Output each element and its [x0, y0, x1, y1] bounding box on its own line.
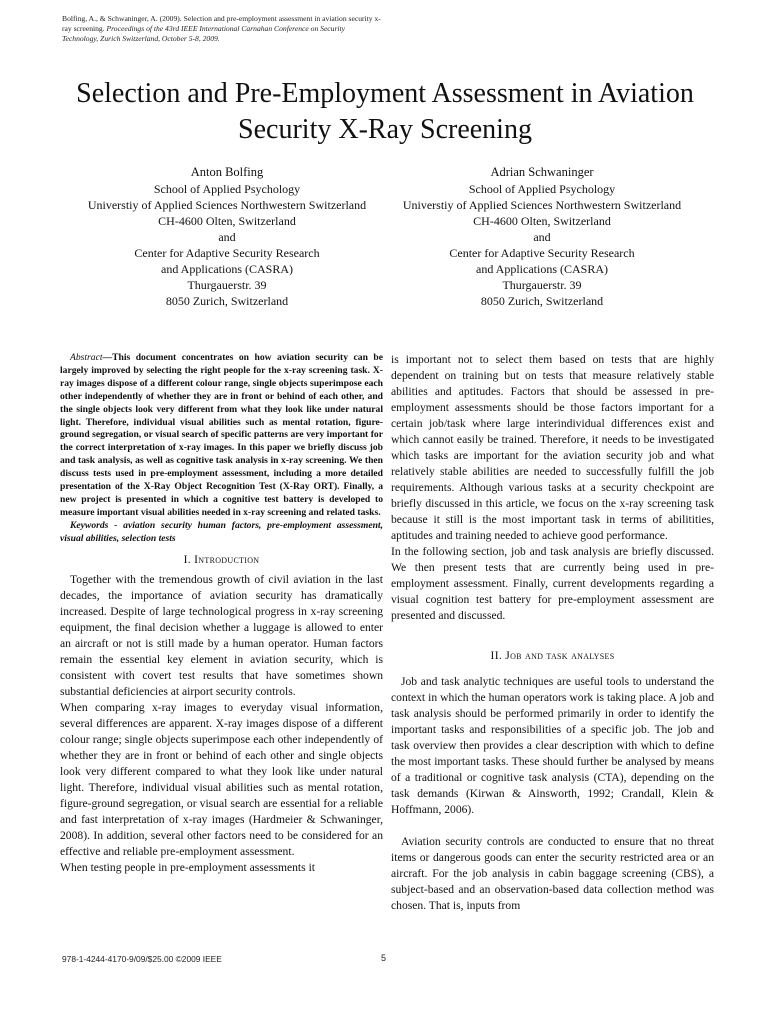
author-affiliation-line: Center for Adaptive Security Research [449, 246, 635, 260]
author-name: Anton Bolfing [190, 165, 264, 179]
abstract-label: Abstract [70, 352, 103, 363]
abstract [60, 352, 383, 520]
author-name: Adrian Schwaninger [490, 165, 594, 179]
author-affiliation-line: CH-4600 Olten, Switzerland [473, 214, 611, 228]
author-affiliation-line: Center for Adaptive Security Research [134, 246, 320, 260]
author-affiliation-line: Thurgauerstr. 39 [187, 278, 267, 292]
right-column [391, 352, 714, 914]
section-heading-job-task: II. Job and task analyses [490, 649, 615, 662]
author-affiliation-line: 8050 Zurich, Switzerland [165, 294, 289, 308]
author-affiliation-line: and Applications (CASRA) [476, 262, 608, 276]
abstract-text: —This document concentrates on how aviation security can be largely improved by selecting the right people for the x-ray screening task. X-ray images dispose of a different colour range, single objects superimpose each other independently of whether they are in front or behind of each other, and the single objects look very different from what they look like under natural light. Therefore, individual visual abilities such as mental rotation, figure-ground segregation, or visual search of specific patterns are very important for the correct interpretation of x-ray images. In this paper we briefly discuss job and task analysis, as well as cognitive task analysis in x-ray screening. We then discuss tests used in pre-employment assessment, including a more detailed presentation of the X-Ray Object Recognition Test (X-Ray ORT). Finally, a new project is presented in which a cognitive test battery is developed to measure important visual abilities needed in x-ray screening and related tasks. [60, 352, 383, 518]
author-affiliation-line: 8050 Zurich, Switzerland [480, 294, 604, 308]
section-heading-introduction: I. Introduction [183, 552, 260, 566]
author-affiliation-line: and [533, 230, 551, 244]
author-affiliation-line: Thurgauerstr. 39 [502, 278, 582, 292]
author-affiliation-line: and [218, 230, 236, 244]
intro-paragraph-3: When testing people in pre-employment assessments it [60, 860, 316, 874]
author-affiliation-line: CH-4600 Olten, Switzerland [158, 214, 296, 228]
intro-paragraph-2: When comparing x-ray images to everyday visual information, several differences are apparent. X-ray images dispose of a different colour range; single objects superimpose each other independently of whether they are in front or behind of each other and single objects look very different compared to what they look like under natural light. Therefore, individual visual abilities such as mental rotation, figure-ground segregation, or visual search are essential for a reliable and fast interpretation of x-ray images (Hardmeier & Schwaninger, 2008). In addition, several other factors need to be considered for an effective and reliable pre-employment assessment. [60, 700, 383, 858]
job-paragraph-2: Aviation security controls are conducted to ensure that no threat items or dangerous goods can enter the security restricted area or an aircraft. For the job analysis in cabin baggage screening (CBS), a subject-based and an observation-based data collection method was chosen. That is, inputs from [391, 835, 714, 912]
keywords: Keywords - aviation security human factors, pre-employment assessment, visual abilities, selection tests [60, 519, 383, 544]
intro-paragraph-1: Together with the tremendous growth of civil aviation in the last decades, the importance of aviation security has dramatically increased. Despite of large technological progress in x-ray screening equipment, the final decision whether a luggage is allowed to enter an aircraft or not is still made by a human operator. Human factors remain the essential key element in aviation security, which is consistent with covert test results that have sometimes shown substantial deficiencies at airport security controls. [60, 572, 383, 698]
body-paragraph: In the following section, job and task analysis are briefly discussed. We then present tests that are currently being used in pre-employment assessment. Finally, current developments regarding a visual cognition test battery for pre-employment assessment are presented and discussed. [391, 545, 714, 622]
citation-header [62, 14, 382, 44]
author-affiliation-line: Universtiy of Applied Sciences Northwestern Switzerland [402, 198, 682, 212]
author-affiliation-line: School of Applied Psychology [468, 182, 616, 196]
citation-plain: Bolfing, A., & Schwaninger, A. (2009). Selection and pre-employment assessment in aviation security x-ray screening. [62, 14, 381, 33]
author-block-2 [387, 164, 697, 309]
author-affiliation-line: and Applications (CASRA) [161, 262, 293, 276]
left-column [60, 352, 383, 876]
body-paragraph: is important not to select them based on tests that are highly dependent on training but on tests that measure relatively stable abilities and aptitudes. Factors that should be assessed in pre-employment assessments should be those factors important for a certain job/task where large interindividual differences exist and which cannot easily be trained. Therefore, it needs to be investigated which tasks are important for the aviation security job and what relatively stable abilities are needed to successfully fulfill the job requirements. Although various tasks at a security checkpoint are briefly discussed in this article, we focus on the x-ray screening task because it still is the most important task in terms of abilitities, aptitudes and training needed to achieve good performance. [391, 353, 714, 542]
footer-copyright: 978-1-4244-4170-9/09/$25.00 ©2009 IEEE [62, 954, 222, 964]
author-affiliation-line: School of Applied Psychology [153, 182, 301, 196]
author-block-1 [72, 164, 382, 309]
author-affiliation-line: Universtiy of Applied Sciences Northwestern Switzerland [87, 198, 367, 212]
paper-title: Selection and Pre-Employment Assessment in Aviation Security X-Ray Screening [76, 78, 694, 145]
citation-italic: Proceedings of the 43rd IEEE International Carnahan Conference on Security Technology, Zurich Switzerland, October 5-8, 2009. [62, 24, 346, 43]
job-paragraph-1: Job and task analytic techniques are useful tools to understand the context in which the human operators work is taking place. A job and task analysis should be performed primarily in order to identify the important tasks and responsibilities of a specific job. The job and task overview then provides a clear description with which to define the most important tasks. These should further be analysed by means of a traditional or cognitive task analysis (CTA), depending on the task demands (Kirwan & Ainsworth, 1992; Crandall, Klein & Hoffmann, 2006). [391, 675, 714, 816]
page-number: 5 [381, 953, 387, 963]
